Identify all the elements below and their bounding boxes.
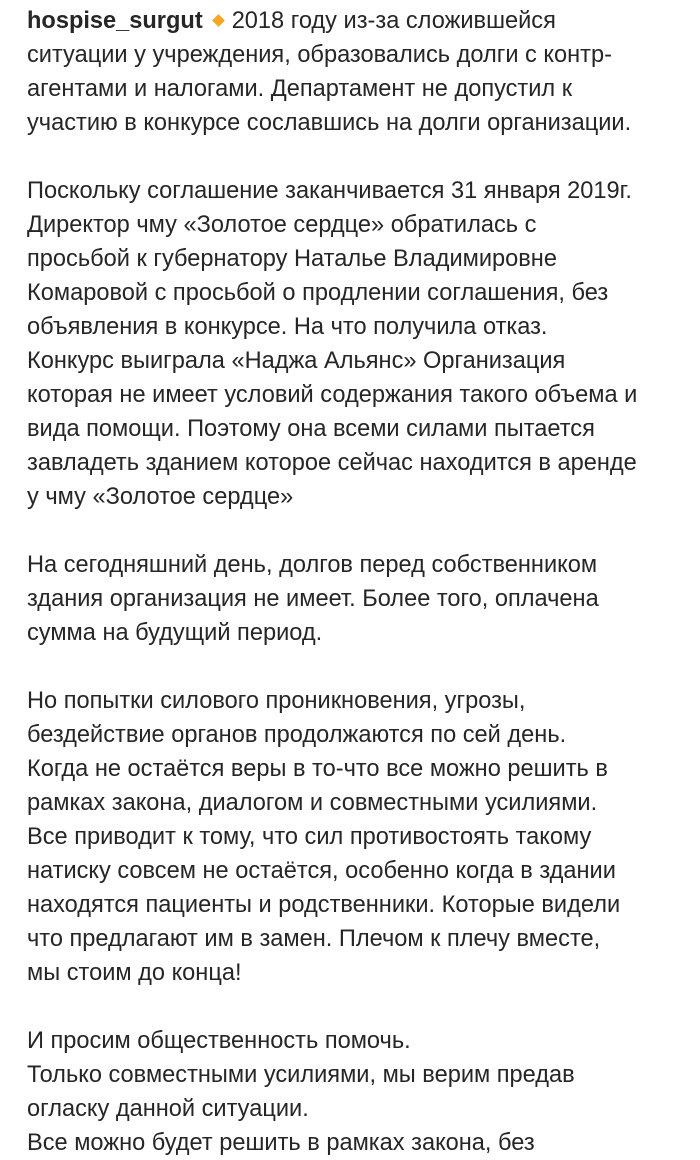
caption-line: Все можно будет решить в рамках закона, без	[27, 1130, 535, 1156]
caption-line: мы стоим до конца!	[27, 960, 242, 986]
caption-line: рамках закона, диалогом и совместными усилиями.	[27, 790, 598, 816]
caption-line: которая не имеет условий содержания такого объема и	[27, 382, 638, 408]
paragraph-gap	[27, 514, 687, 548]
caption-line: объявления в конкурсе. На что получила отказ.	[27, 314, 548, 340]
post-caption	[27, 4, 687, 1160]
caption-line: Но попытки силового проникновения, угрозы,	[27, 688, 526, 714]
caption-line: вида помощи. Поэтому она всеми силами пытается	[27, 416, 595, 442]
paragraph-gap	[27, 140, 687, 174]
caption-line: Когда не остаётся веры в то-что все можно решить в	[27, 756, 608, 782]
caption-line: На сегодняшний день, долгов перед собственником	[27, 552, 598, 578]
caption-line: Директор чму «Золотое сердце» обратилась с	[27, 212, 537, 238]
caption-line-1	[27, 4, 687, 38]
caption-text: 2018 году из-за сложившейся	[231, 8, 556, 34]
username-link[interactable]: hospise_surgut	[27, 8, 203, 34]
caption-line: Комаровой с просьбой о продлении соглашения, без	[27, 280, 609, 306]
caption-line: И просим общественность помочь.	[27, 1028, 411, 1054]
caption-line: Все приводит к тому, что сил противостоять такому	[27, 824, 592, 850]
caption-line: Конкурс выиграла «Наджа Альянс» Организация	[27, 348, 566, 374]
caption-line: агентами и налогами. Департамент не допустил к	[27, 76, 573, 102]
paragraph-gap	[27, 990, 687, 1024]
caption-line: бездействие органов продолжаются по сей день.	[27, 722, 567, 748]
caption-line: просьбой к губернатору Наталье Владимировне	[27, 246, 557, 272]
caption-line: огласку данной ситуации.	[27, 1096, 309, 1122]
caption-line: что предлагают им в замен. Плечом к плечу вместе,	[27, 926, 601, 952]
caption-line: ситуации у учреждения, образовались долги с контр-	[27, 42, 612, 68]
caption-line: завладеть зданием которое сейчас находится в аренде	[27, 450, 637, 476]
caption-line: Только совместными усилиями, мы верим предав	[27, 1062, 575, 1088]
caption-line: у чму «Золотое сердце»	[27, 484, 294, 510]
caption-line: находятся пациенты и родственники. Которые видели	[27, 892, 621, 918]
paragraph-gap	[27, 650, 687, 684]
caption-line: Поскольку соглашение заканчивается 31 января 2019г.	[27, 178, 632, 204]
caption-line: здания организация не имеет. Более того, оплачена	[27, 586, 599, 612]
caption-line: сумма на будущий период.	[27, 620, 323, 646]
caption-line: участию в конкурсе сославшись на долги организации.	[27, 110, 632, 136]
diamond-icon	[212, 14, 225, 27]
caption-line: натиску совсем не остаётся, особенно когда в здании	[27, 858, 616, 884]
